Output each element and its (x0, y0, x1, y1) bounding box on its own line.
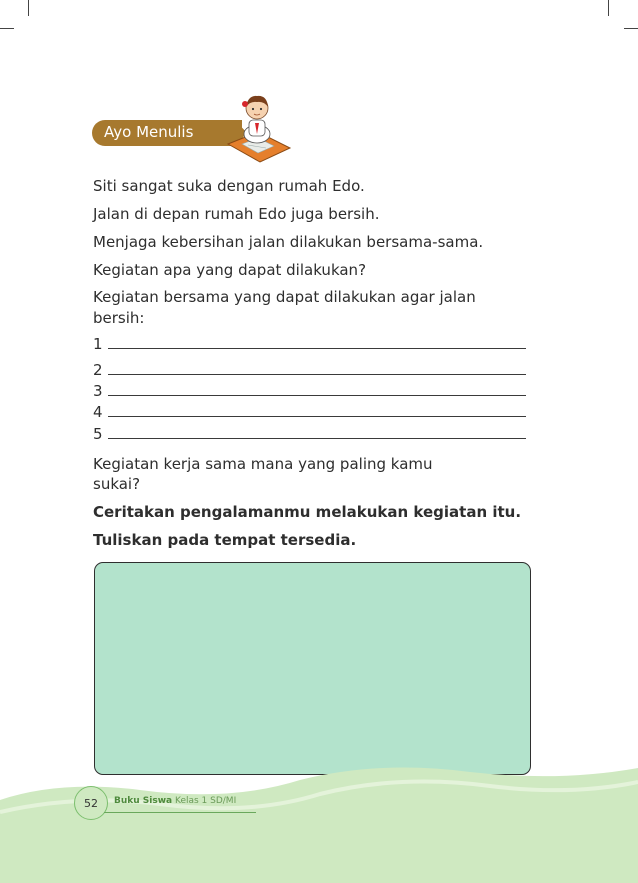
crop-mark (608, 0, 609, 16)
page-number: 52 (84, 796, 98, 810)
book-title: Buku Siswa (114, 796, 173, 806)
answer-line-4[interactable] (108, 416, 526, 417)
instruction-line: Ceritakan pengalamanmu melakukan kegiatan itu. (93, 503, 522, 521)
list-number: 1 (93, 335, 103, 353)
page-number-badge (74, 786, 108, 820)
list-number: 2 (93, 361, 103, 379)
book-grade: Kelas 1 SD/MI (174, 796, 237, 806)
crop-mark (624, 28, 638, 29)
footer-caption (114, 796, 236, 806)
answer-line-2[interactable] (108, 374, 526, 375)
footer-rule (104, 812, 256, 813)
instruction-line: Tuliskan pada tempat tersedia. (93, 531, 357, 549)
text-line: sukai? (93, 475, 141, 493)
text-line: Siti sangat suka dengan rumah Edo. (93, 177, 365, 195)
list-number: 4 (93, 403, 103, 421)
text-line: bersih: (93, 309, 145, 327)
list-number: 3 (93, 382, 103, 400)
text-line: Menjaga kebersihan jalan dilakukan bersama-sama. (93, 233, 484, 251)
footer-wave (0, 760, 638, 883)
answer-line-5[interactable] (108, 438, 526, 439)
answer-box[interactable] (94, 562, 531, 775)
list-number: 5 (93, 425, 103, 443)
crop-mark (28, 0, 29, 16)
text-line: Jalan di depan rumah Edo juga bersih. (93, 205, 380, 223)
crop-mark (0, 28, 14, 29)
answer-line-3[interactable] (108, 395, 526, 396)
answer-line-1[interactable] (108, 348, 526, 349)
girl-writing-illustration (222, 92, 294, 164)
text-line: Kegiatan bersama yang dapat dilakukan agar jalan (93, 288, 476, 306)
section-title: Ayo Menulis (104, 123, 194, 141)
text-line: Kegiatan kerja sama mana yang paling kamu (93, 455, 433, 473)
text-line: Kegiatan apa yang dapat dilakukan? (93, 261, 367, 279)
